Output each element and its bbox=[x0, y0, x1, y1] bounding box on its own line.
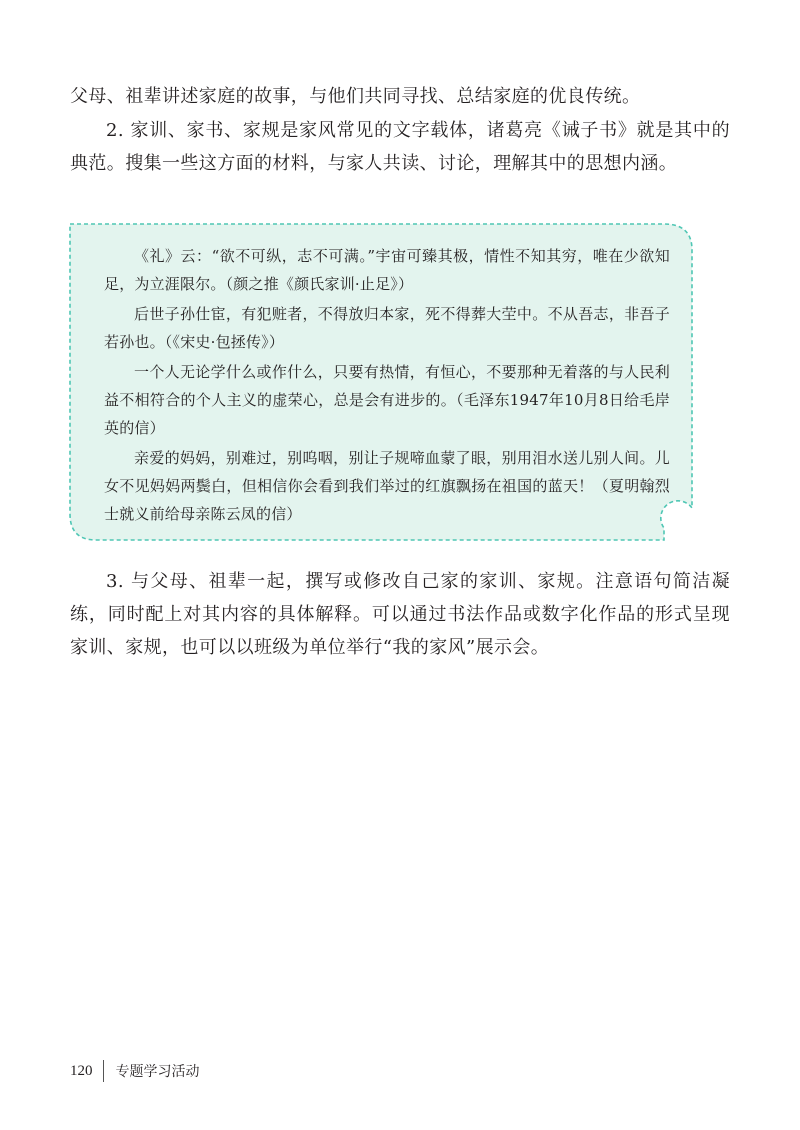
footer-divider bbox=[103, 1060, 104, 1082]
quote-bao-zheng: 后世子孙仕宦，有犯赃者，不得放归本家，死不得葬大茔中。不从吾志，非吾子若孙也。（《宋史·包拯传》） bbox=[104, 305, 670, 351]
paragraph-1: 父母、祖辈讲述家庭的故事，与他们共同寻找、总结家庭的优良传统。 bbox=[70, 86, 641, 107]
paragraph-2: 2. 家训、家书、家规是家风常见的文字载体，诸葛亮《诫子书》就是其中的典范。搜集一些这方面的材料，与家人共读、讨论，理解其中的思想内涵。 bbox=[70, 120, 730, 174]
section-title: 专题学习活动 bbox=[115, 1063, 200, 1079]
quote-mao-zedong: 一个人无论学什么或作什么，只要有热情，有恒心，不要那种无着落的与人民利益不相符合的个人主义的虚荣心，总是会有进步的。（毛泽东1947年10月8日给毛岸英的信） bbox=[104, 363, 670, 437]
page-footer bbox=[70, 1060, 200, 1082]
quote-box bbox=[68, 222, 694, 542]
quote-list bbox=[104, 242, 670, 530]
paragraph-3: 3. 与父母、祖辈一起，撰写或修改自己家的家训、家规。注意语句简洁凝练，同时配上对其内容的具体解释。可以通过书法作品或数字化作品的形式呈现家训、家规，也可以以班级为单位举行“我的家风”展示会。 bbox=[70, 571, 730, 658]
quote-yan-zhitui: 《礼》云：“欲不可纵，志不可满。”宇宙可臻其极，情性不知其穷，唯在少欲知足，为立涯限尔。（颜之推《颜氏家训·止足》） bbox=[104, 247, 670, 293]
quote-xia-minghan: 亲爱的妈妈，别难过，别呜咽，别让子规啼血蒙了眼，别用泪水送儿别人间。儿女不见妈妈两鬓白，但相信你会看到我们举过的红旗飘扬在祖国的蓝天！（夏明翰烈士就义前给母亲陈云凤的信） bbox=[104, 449, 670, 523]
page-number: 120 bbox=[70, 1062, 93, 1079]
